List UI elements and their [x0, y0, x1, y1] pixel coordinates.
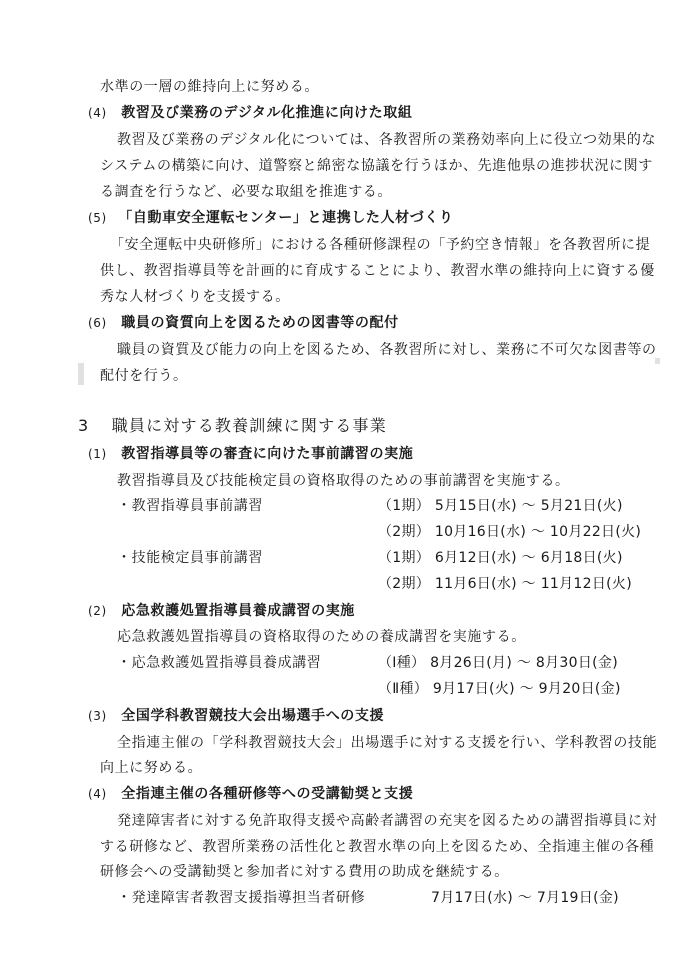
body-line: 供し、教習指導員等を計画的に育成することにより、教習水準の維持向上に資する優 — [100, 263, 655, 279]
chapter-heading — [78, 417, 387, 435]
schedule-dates: （2期） 10月16日(水) ～ 10月22日(火) — [378, 524, 642, 540]
heading-text: 「自動車安全運転センター」と連携した人材づくり — [118, 210, 454, 226]
schedule-label: ・教習指導員事前講習 — [117, 498, 263, 514]
chapter-title: 職員に対する教養訓練に関する事業 — [111, 416, 387, 435]
heading-text: 応急救護処置指導員養成講習の実施 — [121, 603, 355, 619]
body-line: 教習指導員及び技能検定員の資格取得のための事前講習を実施する。 — [117, 473, 570, 489]
schedule-dates: （2期） 11月6日(水) ～ 11月12日(火) — [378, 576, 632, 592]
item-number: (4) — [88, 787, 107, 801]
schedule-dates: （1期） 5月15日(水) ～ 5月21日(火) — [378, 498, 623, 514]
body-line: する研修など、教習所業務の活性化と教習水準の向上を図るため、全指連主催の各種 — [100, 839, 655, 855]
section-heading — [88, 445, 413, 463]
body-line: 全指連主催の「学科教習競技大会」出場選手に対する支援を行い、学科教習の技能 — [117, 735, 658, 751]
body-line: 教習及び業務のデジタル化については、各教習所の業務効率向上に役立つ効果的な — [117, 132, 657, 148]
item-number: (4) — [88, 106, 107, 120]
schedule-dates: （1期） 6月12日(水) ～ 6月18日(火) — [378, 550, 623, 566]
body-line: 水準の一層の維持向上に努める。 — [100, 79, 319, 95]
section-heading — [88, 785, 413, 803]
body-line: る調査を行うなど、必要な取組を推進する。 — [100, 184, 392, 200]
body-line: 向上に努める。 — [100, 760, 203, 776]
section-heading — [88, 209, 454, 227]
schedule-dates: （Ⅰ種） 8月26日(月) ～ 8月30日(金) — [378, 655, 618, 671]
body-line: 秀な人材づくりを支援する。 — [100, 289, 290, 305]
heading-text: 全国学科教習競技大会出場選手への支援 — [121, 708, 385, 724]
schedule-dates: 7月17日(水) ～ 7月19日(金) — [431, 890, 619, 906]
body-line: 応急救護処置指導員の資格取得のための養成講習を実施する。 — [117, 629, 526, 645]
heading-text: 職員の資質向上を図るための図書等の配付 — [121, 315, 399, 331]
item-number: (6) — [88, 316, 107, 330]
body-line: 「安全運転中央研修所」における各種研修課程の「予約空き情報」を各教習所に提 — [110, 237, 651, 253]
schedule-dates: （Ⅱ種） 9月17日(火) ～ 9月20日(金) — [378, 681, 621, 697]
body-line: 発達障害者に対する免許取得支援や高齢者講習の充実を図るための講習指導員に対 — [117, 813, 658, 829]
item-number: (2) — [88, 604, 107, 618]
body-line: システムの構築に向け、道警察と綿密な協議を行うほか、先進他県の進捗状況に関す — [100, 158, 653, 174]
body-line: 研修会への受講勧奨と参加者に対する費用の助成を継続する。 — [100, 864, 509, 880]
item-number: (1) — [88, 447, 107, 461]
heading-text: 教習及び業務のデジタル化推進に向けた取組 — [121, 105, 413, 121]
section-heading — [88, 104, 412, 122]
heading-text: 全指連主催の各種研修等への受講勧奨と支援 — [121, 786, 414, 802]
body-line: 配付を行う。 — [100, 368, 188, 384]
body-line: 職員の資質及び能力の向上を図るため、各教習所に対し、業務に不可欠な図書等の — [117, 342, 657, 358]
item-number: (5) — [88, 211, 107, 225]
section-heading — [88, 602, 355, 620]
schedule-label: ・応急救護処置指導員養成講習 — [117, 655, 322, 671]
heading-text: 教習指導員等の審査に向けた事前講習の実施 — [121, 446, 414, 462]
section-heading — [88, 314, 399, 332]
schedule-label: ・技能検定員事前講習 — [117, 550, 263, 566]
scan-mark — [78, 363, 84, 385]
section-heading — [88, 707, 384, 725]
schedule-label: ・発達障害者教習支援指導担当者研修 — [117, 890, 366, 906]
chapter-number: 3 — [78, 416, 90, 435]
item-number: (3) — [88, 709, 107, 723]
